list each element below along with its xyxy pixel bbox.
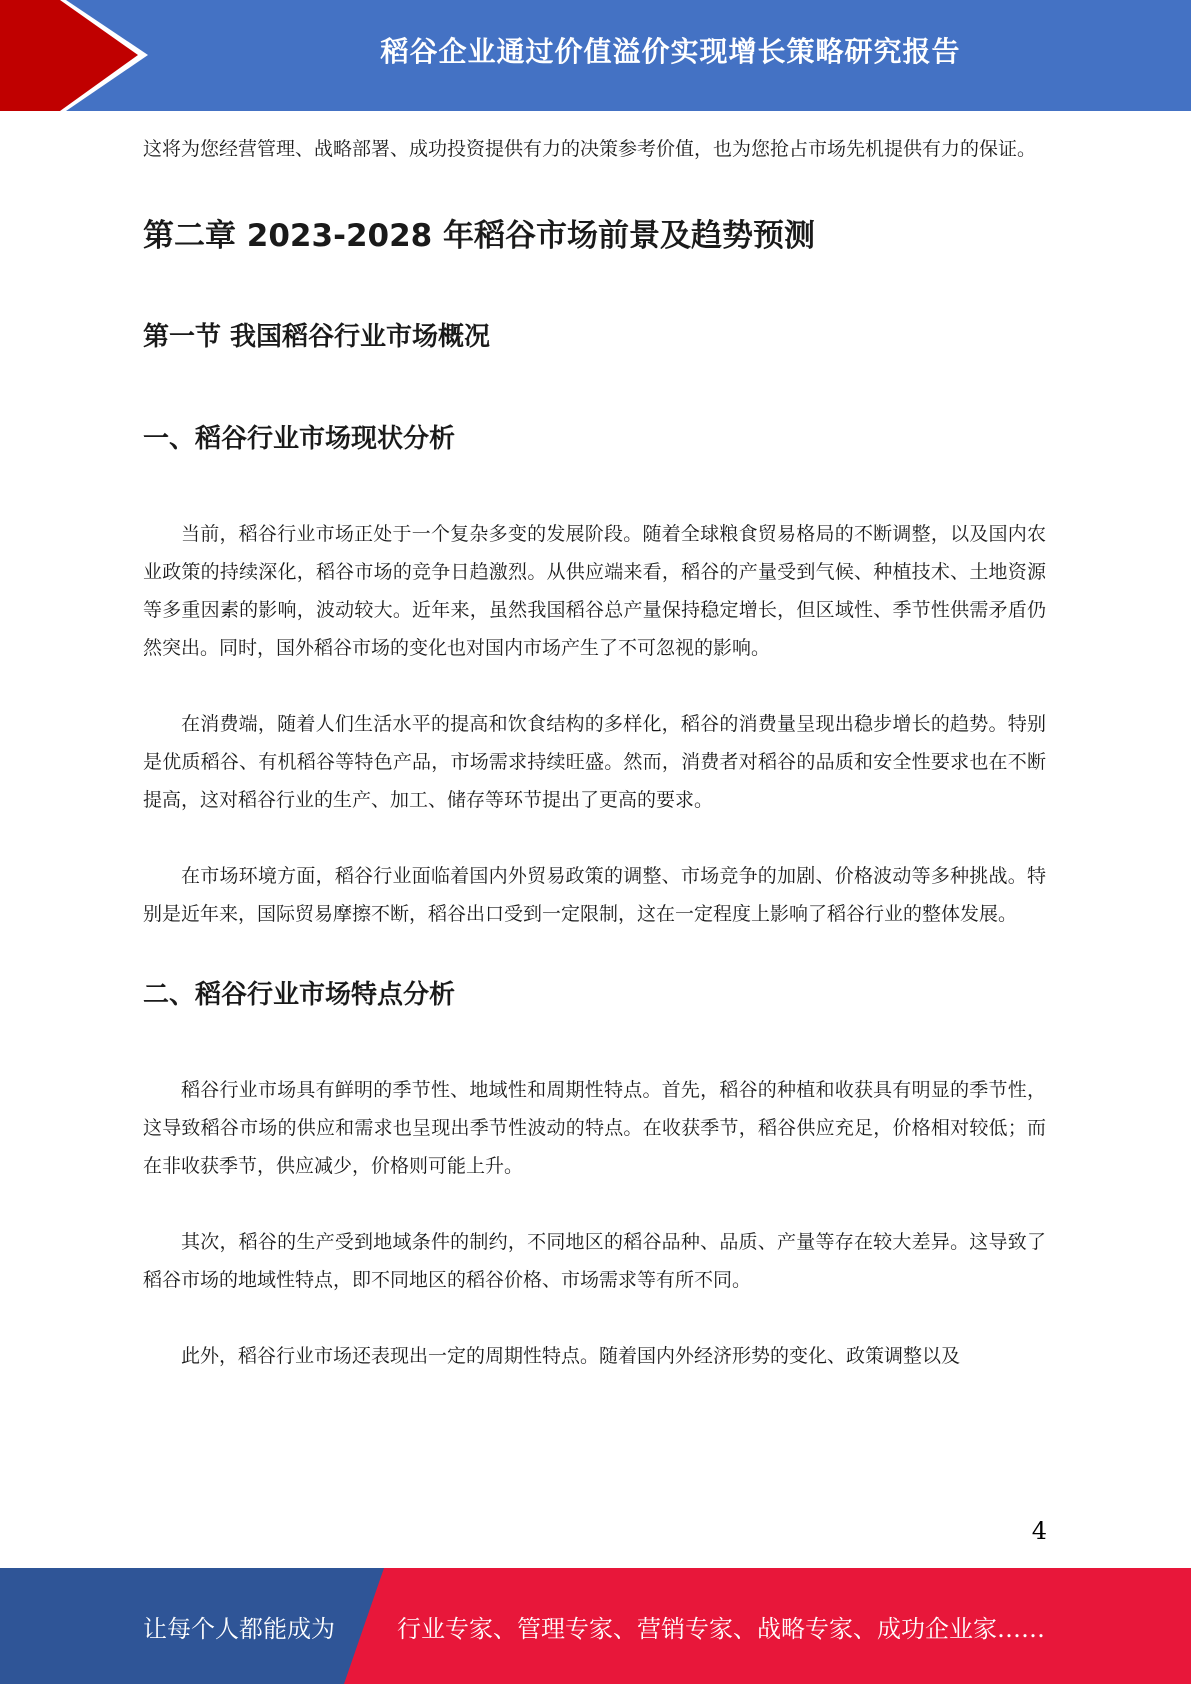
subsection-title-2: 二、稻谷行业市场特点分析 xyxy=(143,980,456,1010)
paragraph-3: 在市场环境方面，稻谷行业面临着国内外贸易政策的调整、市场竞争的加剧、价格波动等多种挑战。特别是近年来，国际贸易摩擦不断，稻谷出口受到一定限制，这在一定程度上影响了稻谷行业的整体发展。 xyxy=(143,865,1046,925)
page-number: 4 xyxy=(1031,1517,1047,1545)
paragraph-1: 当前，稻谷行业市场正处于一个复杂多变的发展阶段。随着全球粮食贸易格局的不断调整，以及国内农业政策的持续深化，稻谷市场的竞争日趋激烈。从供应端来看，稻谷的产量受到气候、种植技术、土地资源等多重因素的影响，波动较大。近年来，虽然我国稻谷总产量保持稳定增长，但区域性、季节性供需矛盾仍然突出。同时，国外稻谷市场的变化也对国内市场产生了不可忽视的影响。 xyxy=(143,523,1046,659)
section-title: 第一节 我国稻谷行业市场概况 xyxy=(143,322,491,352)
page-header xyxy=(0,0,1191,111)
intro-paragraph: 这将为您经营管理、战略部署、成功投资提供有力的决策参考价值，也为您抢占市场先机提供有力的保证。 xyxy=(143,138,1037,160)
footer-slogan-left: 让每个人都能成为 xyxy=(143,1614,335,1643)
paragraph-2: 在消费端，随着人们生活水平的提高和饮食结构的多样化，稻谷的消费量呈现出稳步增长的趋势。特别是优质稻谷、有机稻谷等特色产品，市场需求持续旺盛。然而，消费者对稻谷的品质和安全性要求也在不断提高，这对稻谷行业的生产、加工、储存等环节提出了更高的要求。 xyxy=(143,713,1046,811)
footer-slogan-right: 行业专家、管理专家、营销专家、战略专家、成功企业家…… xyxy=(397,1614,1045,1643)
chapter-title: 第二章 2023-2028 年稻谷市场前景及趋势预测 xyxy=(143,218,816,254)
page-footer xyxy=(0,1568,1191,1684)
paragraph-4: 稻谷行业市场具有鲜明的季节性、地域性和周期性特点。首先，稻谷的种植和收获具有明显的季节性，这导致稻谷市场的供应和需求也呈现出季节性波动的特点。在收获季节，稻谷供应充足，价格相对较低；而在非收获季节，供应减少，价格则可能上升。 xyxy=(143,1079,1046,1177)
subsection-title-1: 一、稻谷行业市场现状分析 xyxy=(143,424,456,454)
paragraph-5: 其次，稻谷的生产受到地域条件的制约，不同地区的稻谷品种、品质、产量等存在较大差异。这导致了稻谷市场的地域性特点，即不同地区的稻谷价格、市场需求等有所不同。 xyxy=(143,1231,1046,1291)
document-body xyxy=(143,130,1046,1375)
header-title: 稻谷企业通过价值溢价实现增长策略研究报告 xyxy=(380,35,961,68)
paragraph-6: 此外，稻谷行业市场还表现出一定的周期性特点。随着国内外经济形势的变化、政策调整以及 xyxy=(181,1345,961,1367)
